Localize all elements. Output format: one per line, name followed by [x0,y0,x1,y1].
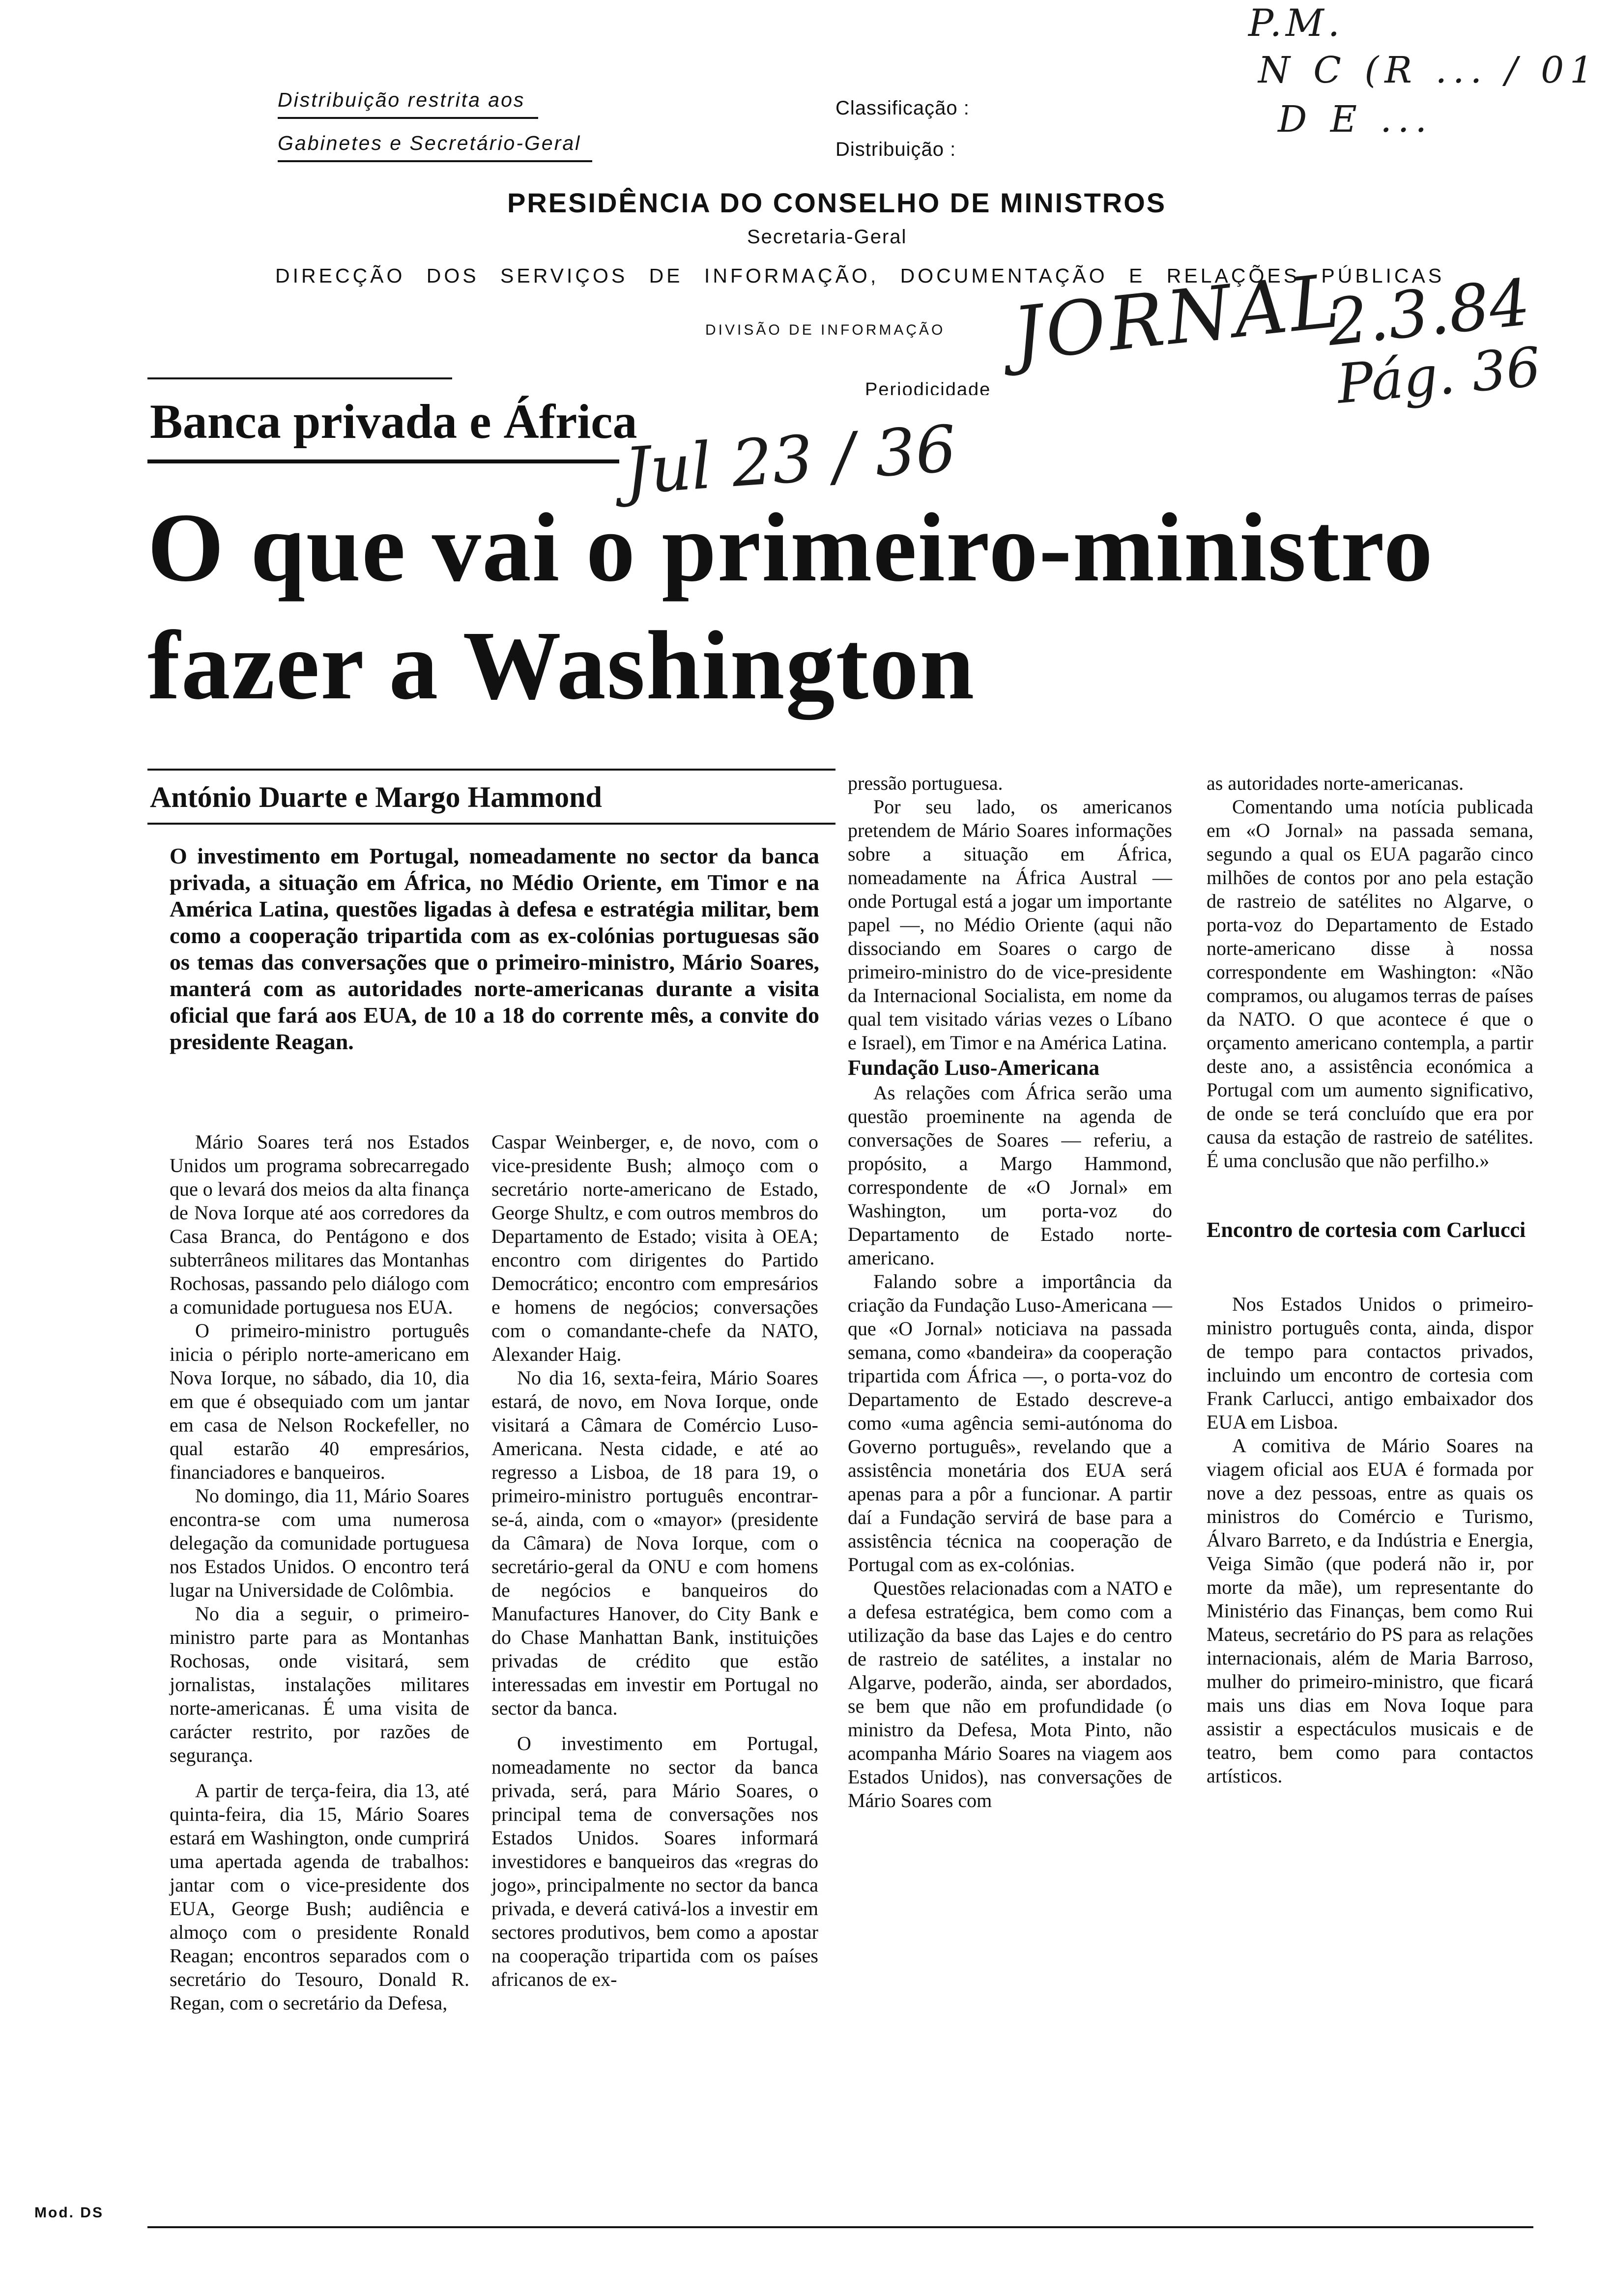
secretariat-title: Secretaria-Geral [747,226,907,248]
footer-rule [147,2226,1533,2228]
header-underline-2 [278,160,592,162]
distribution-label: Distribuição : [835,139,956,160]
article-headline-line2: fazer a Washington [147,611,976,720]
article-column-2 [491,1130,818,1991]
handwritten-note-de: D E ... [1278,98,1433,141]
subhead-fundacao: Fundação Luso-Americana [848,1056,1100,1080]
handwritten-source-jornal: JORNAL [1008,258,1346,378]
paragraph: Nos Estados Unidos o primeiro-ministro português conta, ainda, dispor de tempo para contactos privados, incluindo um encontro de cortesia com Frank Carlucci, antigo embaixador dos EUA em Lisboa. [1207,1293,1533,1433]
directorate-title: DIRECÇÃO DOS SERVIÇOS DE INFORMAÇÃO, DOCUMENTAÇÃO E RELAÇÕES PÚBLICAS [275,264,1445,287]
paragraph: No domingo, dia 11, Mário Soares encontra-se com uma numerosa delegação da comunidade portuguesa nos Estados Unidos. O encontro terá lugar na Universidade de Colômbia. [170,1485,469,1601]
paragraph: Mário Soares terá nos Estados Unidos um programa sobrecarregado que o levará dos meios da alta finança de Nova Iorque até aos corredores da Casa Branca, do Pentágono e dos subterrâneos militares das Montanhas Rochosas, passando pelo diálogo com a comunidade portuguesa nos EUA. [170,1131,469,1318]
header-separator-left [147,377,452,379]
paragraph: as autoridades norte-americanas. [1207,772,1464,794]
handwritten-note-pm: P.M. [1248,1,1344,45]
paragraph: Por seu lado, os americanos pretendem de Mário Soares informações sobre a situação em África, nomeadamente na África Austral — onde Portugal está a jogar um importante papel —, no Médio Oriente (aqui não dissociando em Soares o cargo de primeiro-ministro do de vice-presidente da Internacional Socialista, em nome da qual tem visitado várias vezes o Líbano e Israel), em Timor e na América Latina. [848,796,1172,1054]
presidency-title: PRESIDÊNCIA DO CONSELHO DE MINISTROS [507,187,1167,218]
kicker-rule [147,459,619,463]
handwritten-note-classification: N C (R ... / 01 [1258,49,1599,91]
article-kicker: Banca privada e África [150,394,637,449]
paragraph: Comentando uma notícia publicada em «O Jornal» na passada semana, segundo a qual os EUA pagarão cinco milhões de contos por ano pela estação de rastreio de satélites no Algarve, o porta-voz do Departamento de Estado norte-americano disse à nossa correspondente em Washington: «Não compramos, ou alugamos terras de países da NATO. O que acontece é que o orçamento americano contempla, a partir deste ano, a assistência económica a Portugal com um aumento significativo, de onde se terá concluído que era por causa da estação de rastreio de satélites. É uma conclusão que não perfilho.» [1207,796,1533,1172]
article-column-4 [1207,772,1533,1788]
handwritten-note-jul: Jul 23 / 36 [622,411,959,509]
periodicity-label: Periodicidade [865,379,991,395]
handwritten-page: Pág. 36 [1334,335,1543,416]
article-column-1 [170,1130,469,2015]
restricted-distribution-line1: Distribuição restrita aos [278,88,525,111]
article-column-3 [848,772,1172,1812]
handwritten-date: 2.3.84 [1324,264,1534,361]
division-title: DIVISÃO DE INFORMAÇÃO [705,322,946,338]
paragraph: Questões relacionadas com a NATO e a defesa estratégica, bem como com a utilização da base das Lajes e do centro de rastreio de satélites, a instalar no Algarve, poderão, ainda, ser abordados, se bem que não em profundidade (o ministro da Defesa, Mota Pinto, não acompanha Mário Soares na viagem aos Estados Unidos), nas conversações de Mário Soares com [848,1577,1172,1811]
classification-label: Classificação : [835,97,970,119]
paragraph: No dia a seguir, o primeiro-ministro parte para as Montanhas Rochosas, onde visitará, sem jornalistas, instalações militares norte-americanas. É uma visita de carácter restrito, por razões de segurança. [170,1603,469,1766]
paragraph: As relações com África serão uma questão proeminente na agenda de conversações de Soares — referiu, a propósito, a Margo Hammond, correspondente de «O Jornal» em Washington, um porta-voz do Departamento de Estado norte-americano. [848,1082,1172,1269]
article-lead: O investimento em Portugal, nomeadamente no sector da banca privada, a situação em África, no Médio Oriente, em Timor e na América Latina, questões ligadas à defesa e estratégia militar, bem como a cooperação tripartida com as ex-colónias portuguesas são os temas das conversações que o primeiro-ministro, Mário Soares, manterá com as autoridades norte-americanas durante a visita oficial que fará aos EUA, de 10 a 18 do corrente mês, a convite do presidente Reagan. [170,843,819,1054]
paragraph: O investimento em Portugal, nomeadamente no sector da banca privada, será, para Mário Soares, o principal tema de conversações nos Estados Unidos. Soares informará investidores e banqueiros das «regras do jogo», principalmente no sector da banca privada, e deverá cativá-los a investir em sectores produtivos, bem como a apostar na cooperação tripartida com os países africanos de ex- [491,1732,818,1990]
paragraph: No dia 16, sexta-feira, Mário Soares estará, de novo, em Nova Iorque, onde visitará a Câmara de Comércio Luso-Americana. Nesta cidade, e até ao regresso a Lisboa, de 18 para 19, o primeiro-ministro português encontrar-se-á, ainda, com o «mayor» (presidente da Câmara) de Nova Iorque, com o secretário-geral da ONU e com homens de negócios e banqueiros do Manufactures Hanover, do City Bank e do Chase Manhattan Bank, instituições privadas de crédito que estão interessadas em investir em Portugal no sector da banca. [491,1367,818,1719]
form-model-code: Mod. DS [34,2205,104,2221]
header-underline-1 [278,117,538,119]
article-byline: António Duarte e Margo Hammond [150,781,602,813]
paragraph: pressão portuguesa. [848,772,1003,794]
byline-bottom-rule [147,823,835,825]
paragraph: Falando sobre a importância da criação da Fundação Luso-Americana — que «O Jornal» noticiava na passada semana, como «bandeira» da cooperação tripartida com África —, o porta-voz do Departamento de Estado descreve-a como «uma agência semi-autónoma do Governo português», revelando que a assistência monetária dos EUA será apenas para a pôr a funcionar. A partir daí a Fundação servirá de base para a assistência técnica na cooperação de Portugal com as ex-colónias. [848,1270,1172,1576]
restricted-distribution-line2: Gabinetes e Secretário-Geral [278,132,581,154]
article-headline-line1: O que vai o primeiro-ministro [147,493,1434,602]
paragraph: A comitiva de Mário Soares na viagem oficial aos EUA é formada por nove a dez pessoas, entre as quais os ministros do Comércio e Turismo, Álvaro Barreto, e da Indústria e Energia, Veiga Simão (que poderá não ir, por morte da mãe), um representante do Ministério das Finanças, bem como Rui Mateus, secretário do PS para as relações internacionais, além de Maria Barroso, mulher do primeiro-ministro, que ficará mais uns dias em Nova Ioque para assistir a espectáculos musicais e de teatro, bem como para contactos artísticos. [1207,1435,1533,1787]
subhead-carlucci: Encontro de cortesia com Carlucci [1207,1218,1526,1242]
byline-top-rule [147,769,835,771]
paragraph: Caspar Weinberger, e, de novo, com o vice-presidente Bush; almoço com o secretário norte-americano de Estado, George Shultz, e com outros membros do Departamento de Estado; visita à OEA; encontro com dirigentes do Partido Democrático; encontro com empresários e homens de negócios; conversações com o comandante-chefe da NATO, Alexander Haig. [491,1131,818,1365]
paragraph: A partir de terça-feira, dia 13, até quinta-feira, dia 15, Mário Soares estará em Washington, onde cumprirá uma apertada agenda de trabalhos: jantar com o vice-presidente dos EUA, George Bush; audiência e almoço com o presidente Ronald Reagan; encontros separados com o secretário do Tesouro, Donald R. Regan, com o secretário da Defesa, [170,1779,469,2014]
paragraph: O primeiro-ministro português inicia o périplo norte-americano em Nova Iorque, no sábado, dia 10, dia em que é obsequiado com um jantar em casa de Nelson Rockefeller, no qual estarão 40 empresários, financiadores e banqueiros. [170,1320,469,1483]
